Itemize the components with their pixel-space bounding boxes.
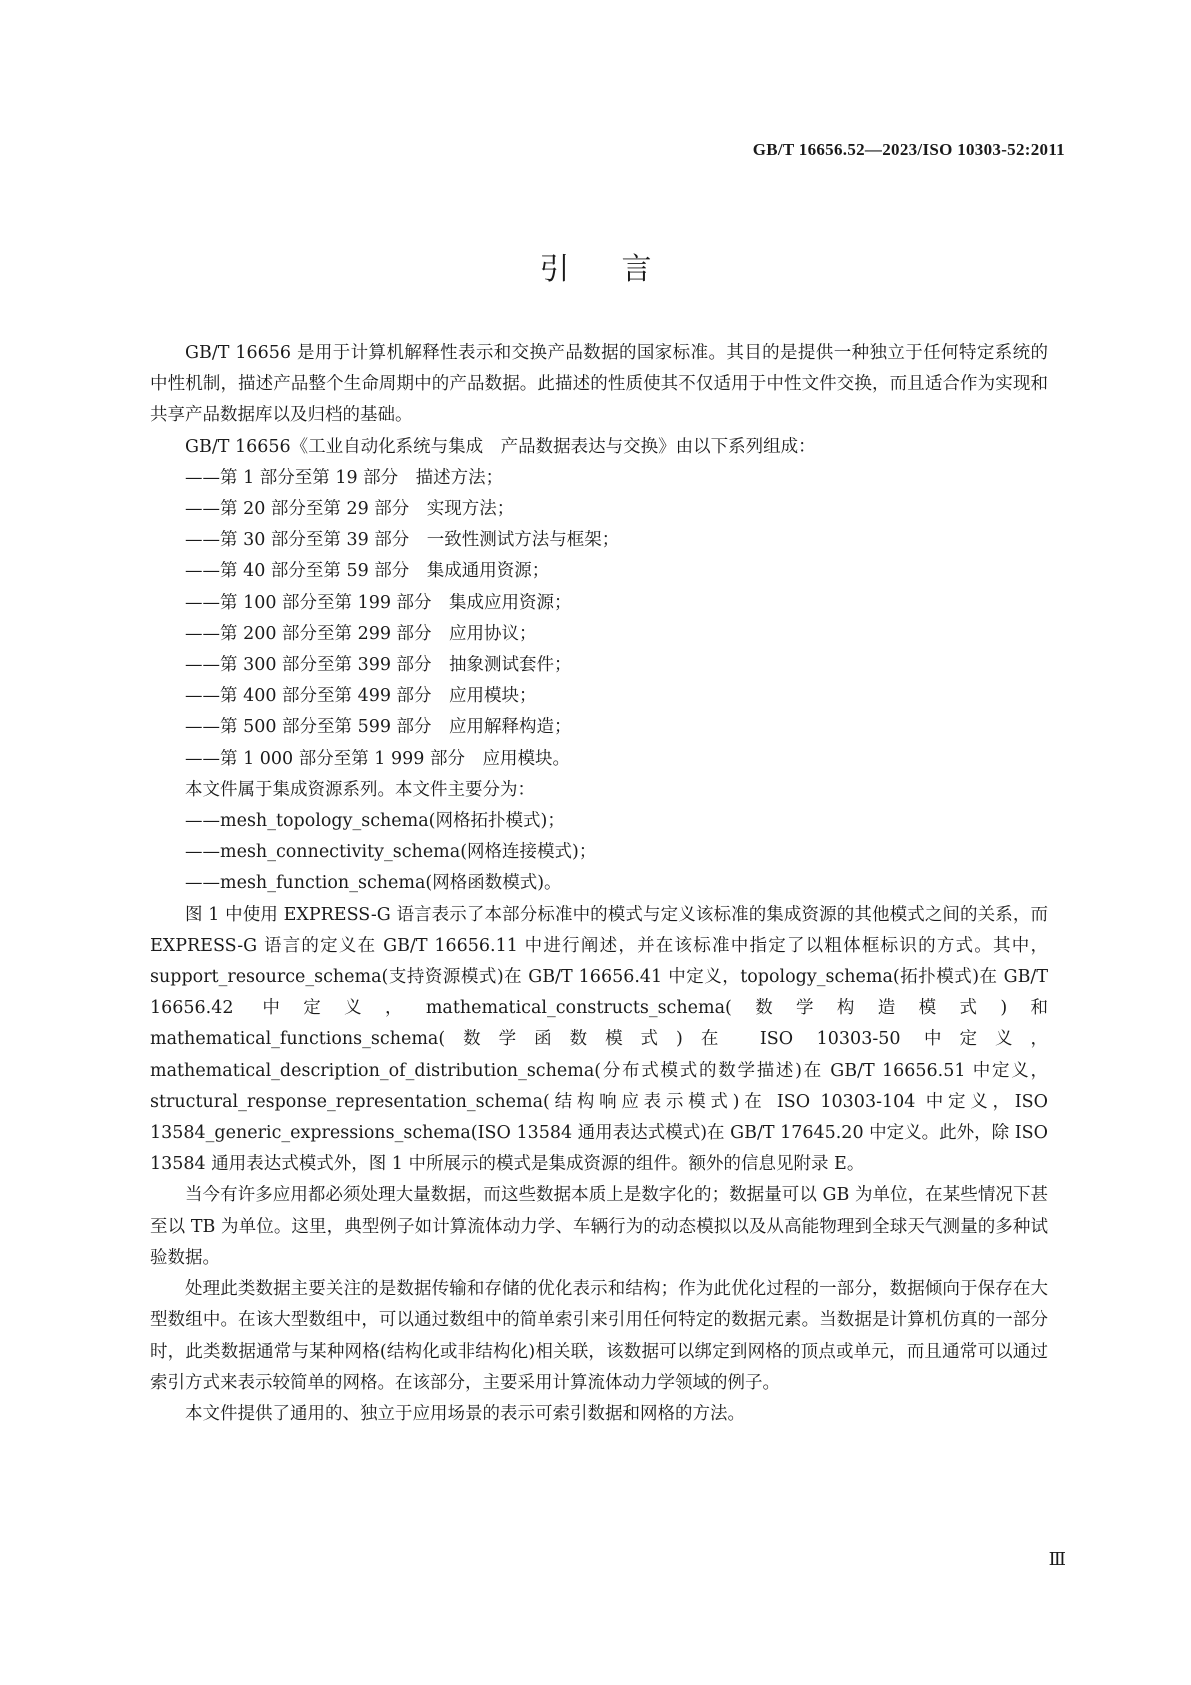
standard-code: GB/T 16656.52—2023/ISO 10303-52:2011 xyxy=(752,140,1065,159)
series-list-item: ——第 20 部分至第 29 部分 实现方法； xyxy=(185,499,515,520)
series-list-item: ——第 1 部分至第 19 部分 描述方法； xyxy=(185,467,504,488)
series-list-item: ——第 40 部分至第 59 部分 集成通用资源； xyxy=(185,561,550,582)
series-intro-paragraph: GB/T 16656《工业自动化系统与集成 产品数据表达与交换》由以下系列组成： xyxy=(185,436,816,457)
document-body xyxy=(150,338,1048,1430)
schema-list-item: ——mesh_connectivity_schema(网格连接模式)； xyxy=(185,842,597,863)
series-list-item: ——第 500 部分至第 599 部分 应用解释构造； xyxy=(185,717,572,738)
page-title: 引言 xyxy=(539,252,704,287)
schema-intro-paragraph: 本文件属于集成资源系列。本文件主要分为： xyxy=(185,779,535,800)
body-paragraph: 处理此类数据主要关注的是数据传输和存储的优化表示和结构；作为此优化过程的一部分，数据倾向于保存在大型数组中。在该大型数组中，可以通过数组中的简单索引来引用任何特定的数据元素。当数据是计算机仿真的一部分时，此类数据通常与某种网格(结构化或非结构化)相关联，该数据可以绑定到网格的顶点或单元，而且通常可以通过索引方式来表示较简单的网格。在该部分，主要采用计算流体动力学领域的例子。 xyxy=(150,1279,1048,1393)
intro-paragraph: GB/T 16656 是用于计算机解释性表示和交换产品数据的国家标准。其目的是提供一种独立于任何特定系统的中性机制，描述产品整个生命周期中的产品数据。此描述的性质使其不仅适用于中性文件交换，而且适合作为实现和共享产品数据库以及归档的基础。 xyxy=(150,343,1048,426)
body-paragraph: 图 1 中使用 EXPRESS-G 语言表示了本部分标准中的模式与定义该标准的集成资源的其他模式之间的关系，而 EXPRESS-G 语言的定义在 GB/T 16656.11 中进行阐述，并在该标准中指定了以粗体框标识的方式。其中，support_resource_schema(支持资源模式)在 GB/T 16656.41 中定义，topology_schema(拓扑模式)在 GB/T 16656.42 中定义，mathematical_constructs_schema(数学构造模式)和 mathematical_functions_schema(数学函数模式)在 ISO 10303-50 中定义，mathematical_description_of_distribution_schema(分布式模式的数学描述)在 GB/T 16656.51 中定义，structural_response_representation_schema(结构响应表示模式)在 ISO 10303-104 中定义，ISO 13584_generic_expressions_schema(ISO 13584 通用表达式模式)在 GB/T 17645.20 中定义。此外，除 ISO 13584 通用表达式模式外，图 1 中所展示的模式是集成资源的组件。额外的信息见附录 E。 xyxy=(150,904,1048,1175)
schema-list-item: ——mesh_function_schema(网格函数模式)。 xyxy=(185,873,562,894)
series-list-item: ——第 300 部分至第 399 部分 抽象测试套件； xyxy=(185,655,572,676)
series-list-item: ——第 1 000 部分至第 1 999 部分 应用模块。 xyxy=(185,748,570,769)
series-list-item: ——第 400 部分至第 499 部分 应用模块； xyxy=(185,686,537,707)
body-paragraph: 当今有许多应用都必须处理大量数据，而这些数据本质上是数字化的；数据量可以 GB 为单位，在某些情况下甚至以 TB 为单位。这里，典型例子如计算流体动力学、车辆行为的动态模拟以及从高能物理到全球天气测量的多种试验数据。 xyxy=(150,1185,1048,1268)
series-list-item: ——第 200 部分至第 299 部分 应用协议； xyxy=(185,623,537,644)
schema-list-item: ——mesh_topology_schema(网格拓扑模式)； xyxy=(185,811,565,832)
series-list-item: ——第 30 部分至第 39 部分 一致性测试方法与框架； xyxy=(185,530,620,551)
body-paragraph: 本文件提供了通用的、独立于应用场景的表示可索引数据和网格的方法。 xyxy=(185,1403,745,1424)
series-list-item: ——第 100 部分至第 199 部分 集成应用资源； xyxy=(185,592,572,613)
page-number: Ⅲ xyxy=(1048,1549,1066,1569)
